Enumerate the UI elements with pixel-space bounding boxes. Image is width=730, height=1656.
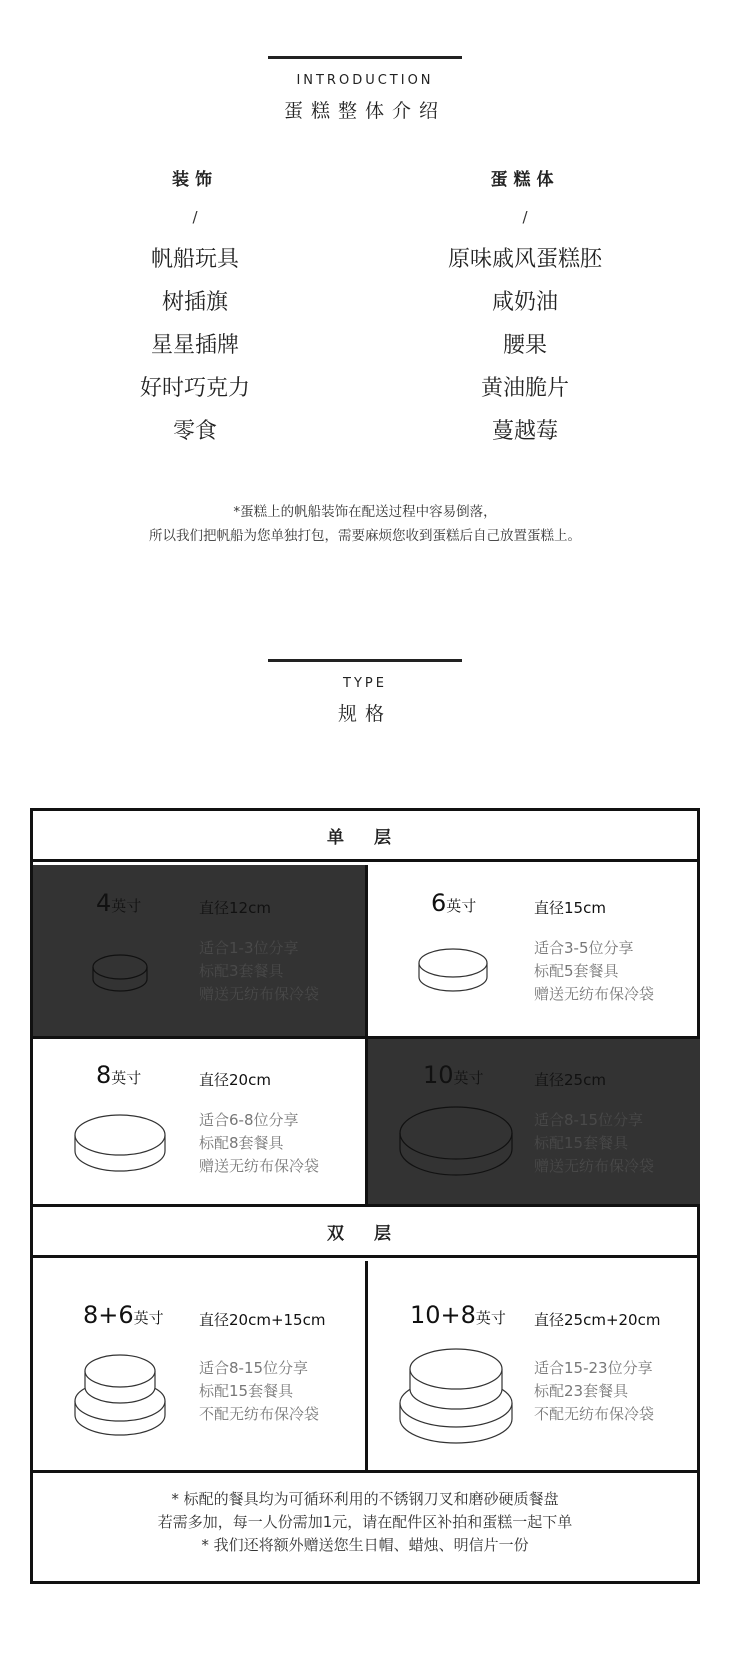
decoration-item: 好时巧克力 [139, 376, 250, 401]
decoration-heading: 装饰 [172, 170, 218, 190]
footer-line: * 我们还将额外赠送您生日帽、蜡烛、明信片一份 [201, 1536, 529, 1554]
info-lines: 适合1-3位分享 标配3套餐具 赠送无纺布保冷袋 [199, 939, 320, 1003]
cake-body-item: 黄油脆片 [480, 376, 569, 401]
intro-cn-title: 蛋糕整体介绍 [283, 100, 446, 122]
spec-table [30, 808, 700, 1584]
cake-icon [73, 1113, 167, 1177]
column-divider [365, 1039, 368, 1204]
decoration-item: 星星插牌 [150, 333, 239, 358]
decoration-item: 树插旗 [161, 290, 228, 315]
cake-body-item: 原味戚风蛋糕胚 [447, 247, 602, 272]
size-label: 6英寸 [431, 889, 477, 917]
info-lines: 适合15-23位分享 标配23套餐具 不配无纺布保冷袋 [534, 1359, 655, 1423]
double-layer-band: 双 层 [33, 1207, 697, 1258]
info-lines: 适合8-15位分享 标配15套餐具 赠送无纺布保冷袋 [534, 1111, 655, 1175]
note-line: 所以我们把帆船为您单独打包，需要麻烦您收到蛋糕后自己放置蛋糕上。 [149, 528, 581, 544]
cake-body-item: 蔓越莓 [491, 419, 558, 444]
note-line: *蛋糕上的帆船装饰在配送过程中容易倒落， [233, 504, 497, 520]
diameter-label: 直径15cm [534, 899, 606, 917]
column-slash: / [522, 208, 528, 226]
type-en-title: TYPE [343, 676, 387, 691]
diameter-label: 直径25cm [534, 1071, 606, 1089]
single-row-2 [33, 1039, 697, 1204]
size-cell-10 [368, 1039, 700, 1204]
double-row [33, 1261, 697, 1470]
footer-line: 若需多加，每一人份需加1元，请在配件区补拍和蛋糕一起下单 [157, 1513, 573, 1531]
column-slash: / [192, 208, 198, 226]
cake-body-item: 咸奶油 [491, 290, 558, 315]
table-footer-note [33, 1488, 697, 1557]
cake-icon [398, 1105, 514, 1181]
decoration-item: 零食 [172, 419, 217, 444]
type-cn-title: 规格 [337, 703, 392, 725]
cake-icon [417, 947, 489, 999]
diameter-label: 直径20cm [199, 1071, 271, 1089]
decoration-column [95, 164, 295, 453]
size-cell-6 [368, 865, 700, 1036]
shipping-note [0, 500, 730, 548]
two-tier-cake-icon [398, 1345, 514, 1445]
info-lines: 适合8-15位分享 标配15套餐具 不配无纺布保冷袋 [199, 1359, 320, 1423]
cake-body-column [415, 164, 635, 453]
single-row-1 [33, 865, 697, 1036]
decoration-item: 帆船玩具 [150, 247, 239, 272]
size-cell-8 [33, 1039, 365, 1204]
size-label: 8英寸 [96, 1061, 142, 1089]
footer-line: * 标配的餐具均为可循环利用的不锈钢刀叉和磨砂硬质餐盘 [171, 1490, 559, 1508]
size-label: 10+8英寸 [410, 1301, 506, 1329]
single-layer-band: 单 层 [33, 811, 697, 862]
size-label: 10英寸 [423, 1061, 484, 1089]
size-cell-10-8 [368, 1261, 700, 1470]
info-lines: 适合3-5位分享 标配5套餐具 赠送无纺布保冷袋 [534, 939, 655, 1003]
intro-en-title: INTRODUCTION [296, 73, 434, 88]
size-cell-4 [33, 865, 365, 1036]
cake-icon [91, 953, 149, 997]
type-top-rule [268, 659, 462, 662]
intro-top-rule [268, 56, 462, 59]
diameter-label: 直径25cm+20cm [534, 1311, 661, 1329]
column-divider [365, 1261, 368, 1470]
cake-body-heading: 蛋糕体 [490, 170, 560, 190]
diameter-label: 直径12cm [199, 899, 271, 917]
diameter-label: 直径20cm+15cm [199, 1311, 326, 1329]
cake-body-item: 腰果 [502, 333, 547, 358]
size-cell-8-6 [33, 1261, 365, 1470]
info-lines: 适合6-8位分享 标配8套餐具 赠送无纺布保冷袋 [199, 1111, 320, 1175]
row-divider [33, 1470, 697, 1473]
column-divider [365, 865, 368, 1036]
size-label: 8+6英寸 [83, 1301, 164, 1329]
two-tier-cake-icon [73, 1353, 167, 1437]
size-label: 4英寸 [96, 889, 142, 917]
